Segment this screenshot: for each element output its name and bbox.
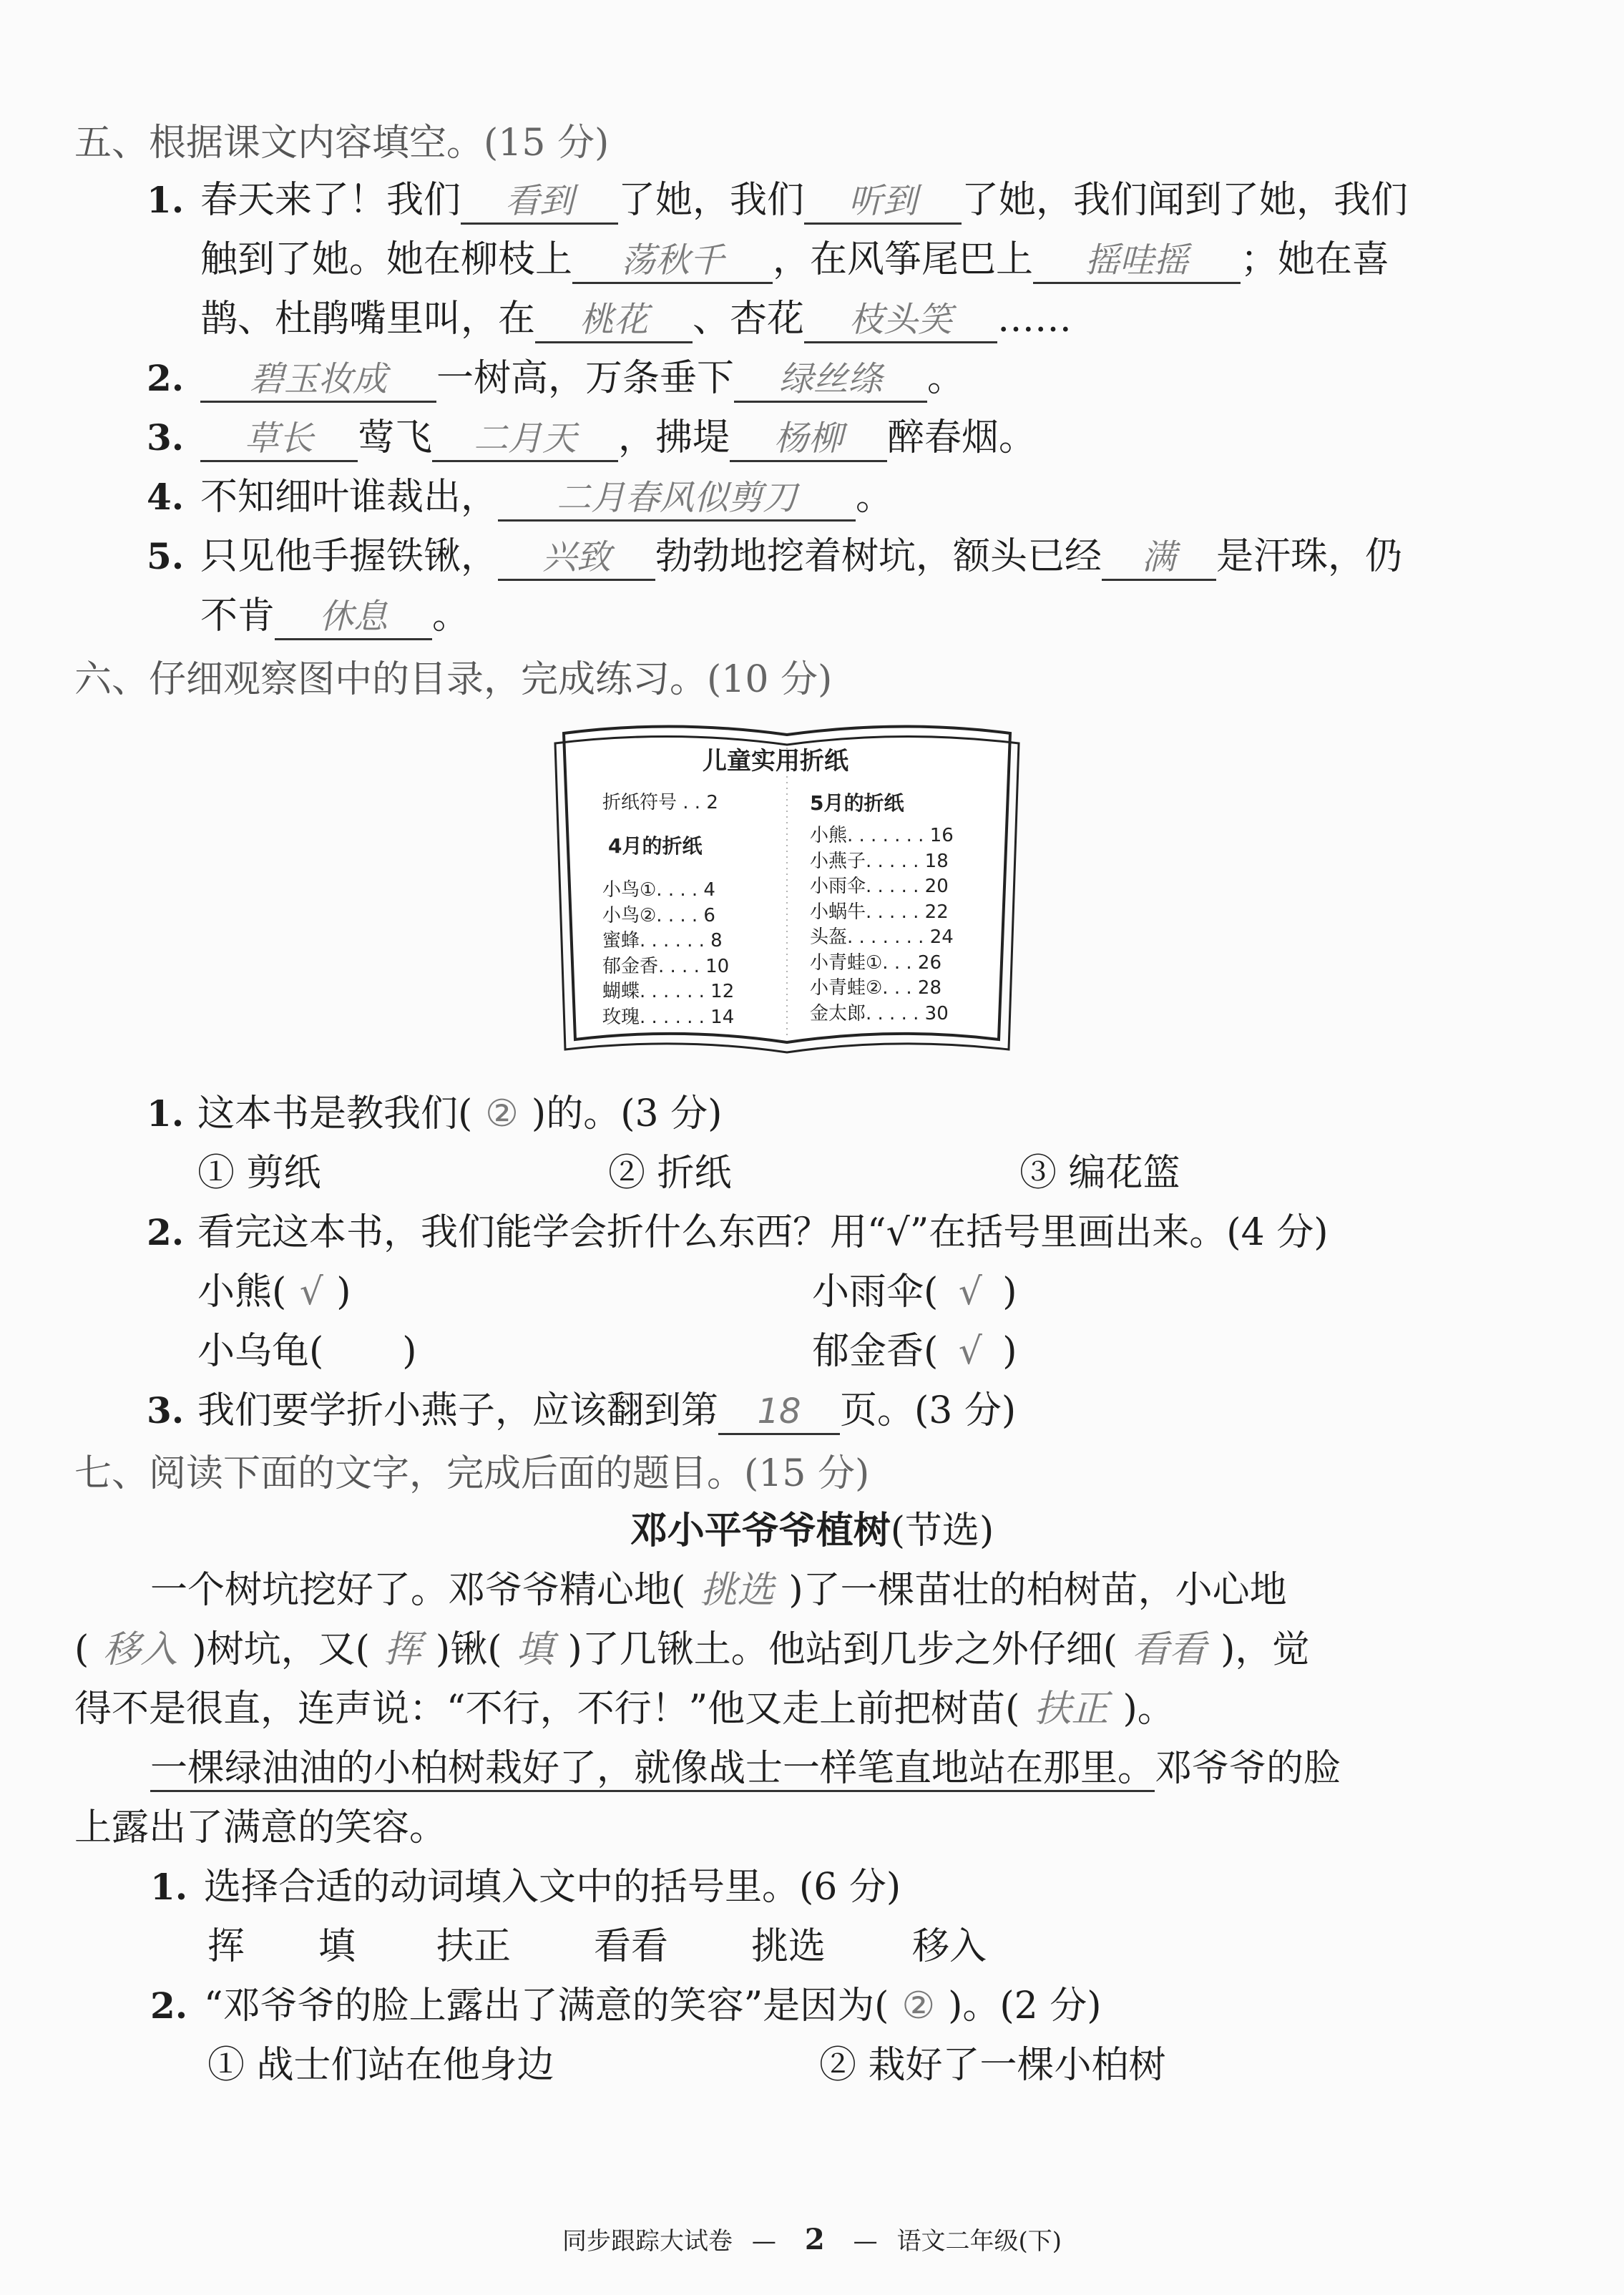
s6-q1-num: 1. xyxy=(147,1092,185,1135)
section-5-title: 五、根据课文内容填空。(15 分) xyxy=(74,122,610,165)
toc-entry-symbols: 折纸符号 . . 2 xyxy=(602,792,718,813)
s6-q1-line: 这本书是教我们( ② )的。(3 分) xyxy=(197,1092,723,1135)
toc-entry: 蝴蝶. . . . . . 12 xyxy=(602,981,735,1002)
s5-q4-line: 不知细叶谁裁出， 二月春风似剪刀 。 xyxy=(200,472,893,522)
word-option: 挥 xyxy=(207,1925,245,1968)
toc-heading-april: 4月的折纸 xyxy=(608,834,703,858)
page-number: 2 xyxy=(804,2223,825,2256)
answer: 挑选 xyxy=(700,1569,775,1612)
answer: 填 xyxy=(516,1628,554,1671)
answer-blank: 碧玉妆成 xyxy=(200,358,436,403)
answer-blank: 18 xyxy=(718,1390,840,1435)
toc-entry: 蜜蜂. . . . . . 8 xyxy=(602,930,723,951)
answer-blank: 枝头笑 xyxy=(804,298,997,343)
answer-blank: 草长 xyxy=(200,417,358,462)
underlined-sentence: 一棵绿油油的小柏树栽好了，就像战士一样笔直地站在那里。 xyxy=(150,1747,1155,1792)
toc-right-list xyxy=(810,823,954,1027)
s7-q1-text: 选择合适的动词填入文中的括号里。(6 分) xyxy=(204,1866,901,1909)
answer: 移入 xyxy=(103,1628,178,1671)
toc-entry: 小鸟①. . . . 4 xyxy=(602,879,715,901)
answer-blank: 看到 xyxy=(461,180,618,225)
s5-q3-num: 3. xyxy=(147,416,185,459)
booklet-illustration xyxy=(551,719,1023,1055)
check-mark: √ xyxy=(958,1330,982,1373)
toc-entry: 头盔. . . . . . . 24 xyxy=(810,926,954,948)
toc-entry: 郁金香. . . . 10 xyxy=(602,955,730,977)
page-footer: 同步跟踪大试卷 — 2 — 语文二年级(下) xyxy=(562,2223,1062,2256)
toc-entry: 小雨伞. . . . . 20 xyxy=(810,876,949,897)
s5-q2-num: 2. xyxy=(147,357,185,399)
s7-q2-num: 2. xyxy=(150,1985,188,2027)
word-option: 扶正 xyxy=(436,1925,512,1968)
section-6-title: 六、仔细观察图中的目录，完成练习。(10 分) xyxy=(74,658,833,701)
answer-blank: 满 xyxy=(1102,536,1216,581)
answer-blank: 听到 xyxy=(804,180,962,225)
word-option: 移入 xyxy=(912,1925,987,1968)
s5-q1-line1: 春天来了！我们 看到 了她，我们 听到 了她，我们闻到了她，我们 xyxy=(200,175,1408,225)
s6-q1-option-1: ① 剪纸 xyxy=(197,1152,321,1195)
s6-q2-item-1: 小熊( √ ) xyxy=(197,1267,351,1317)
toc-entry: 小蜗牛. . . . . 22 xyxy=(810,901,949,923)
s5-q1-line2: 触到了她。她在柳枝上 荡秋千 ，在风筝尾巴上 摇哇摇 ；她在喜 xyxy=(200,235,1389,285)
answer-blank: 二月天 xyxy=(432,417,618,462)
answer-blank: 二月春风似剪刀 xyxy=(498,476,856,522)
passage-line-1: 一个树坑挖好了。邓爷爷精心地( 挑选 )了一棵苗壮的柏树苗，小心地 xyxy=(150,1569,1287,1612)
toc-entry: 小燕子. . . . . 18 xyxy=(810,850,949,872)
answer-blank: 休息 xyxy=(275,595,432,640)
s5-q4-num: 4. xyxy=(147,476,185,518)
s7-q2-option-2: ② 栽好了一棵小柏树 xyxy=(819,2044,1166,2087)
toc-heading-may: 5月的折纸 xyxy=(810,791,904,815)
answer: ② xyxy=(901,1985,936,2027)
answer: 挥 xyxy=(383,1628,421,1671)
s7-q1-word-bank xyxy=(207,1922,987,1972)
toc-left-list xyxy=(602,878,734,1030)
toc-entry: 小鸟②. . . . 6 xyxy=(602,904,715,926)
s5-q5-line1: 只见他手握铁锹， 兴致 勃勃地挖着树坑，额头已经 满 是汗珠，仍 xyxy=(200,532,1402,582)
s5-q5-num: 5. xyxy=(147,535,185,577)
answer-blank: 杨柳 xyxy=(730,417,887,462)
toc-entry: 金太郎. . . . . 30 xyxy=(810,1002,949,1024)
check-mark: √ xyxy=(958,1271,982,1313)
s6-q1-option-2: ② 折纸 xyxy=(608,1152,732,1195)
s6-q2-num: 2. xyxy=(147,1211,185,1253)
s5-q1-num: 1. xyxy=(147,179,185,221)
booklet-title: 儿童实用折纸 xyxy=(703,747,848,775)
passage-line-2: ( 移入 )树坑，又( 挥 )锹( 填 )了几锹土。他站到几步之外仔细( 看看 )，觉 xyxy=(74,1628,1310,1671)
toc-entry: 小青蛙②. . . 28 xyxy=(810,977,941,999)
toc-entry: 小熊. . . . . . . 16 xyxy=(810,825,954,846)
passage-title: 邓小平爷爷植树(节选) xyxy=(630,1509,994,1552)
s6-q2-item-2: 小雨伞( √ ) xyxy=(812,1267,1017,1317)
answer-blank: 摇哇摇 xyxy=(1033,239,1241,284)
passage-line-4: 一棵绿油油的小柏树栽好了，就像战士一样笔直地站在那里。邓爷爷的脸 xyxy=(150,1743,1341,1794)
answer: 扶正 xyxy=(1034,1688,1109,1731)
section-7-title: 七、阅读下面的文字，完成后面的题目。(15 分) xyxy=(74,1452,870,1495)
toc-entry: 小青蛙①. . . 26 xyxy=(810,951,941,974)
s6-q2-text: 看完这本书，我们能学会折什么东西？用“√”在括号里画出来。(4 分) xyxy=(197,1211,1329,1254)
toc-entry: 玫瑰. . . . . . 14 xyxy=(602,1006,735,1028)
answer-blank: 桃花 xyxy=(535,298,693,343)
s7-q1-num: 1. xyxy=(150,1866,188,1908)
answer-blank: 荡秋千 xyxy=(572,239,773,284)
answer: ② xyxy=(485,1092,519,1135)
passage-line-3: 得不是很直，连声说：“不行，不行！”他又走上前把树苗( 扶正 )。 xyxy=(74,1688,1175,1731)
s6-q3-num: 3. xyxy=(147,1389,185,1432)
s5-q3-line: 草长 莺飞 二月天 ，拂堤 杨柳 醉春烟。 xyxy=(200,413,1036,463)
word-option: 看看 xyxy=(594,1925,669,1968)
s6-q3-line: 我们要学折小燕子，应该翻到第 18 页。(3 分) xyxy=(197,1386,1016,1436)
word-option: 挑选 xyxy=(751,1925,826,1968)
answer-blank: 绿丝绦 xyxy=(734,358,927,403)
s7-q2-option-1: ① 战士们站在他身边 xyxy=(207,2044,554,2087)
check-mark: √ xyxy=(299,1271,323,1313)
word-option: 填 xyxy=(318,1925,356,1968)
s6-q2-item-3: 小乌龟( ) xyxy=(197,1330,417,1373)
s5-q2-line: 碧玉妆成 一树高，万条垂下 绿丝绦 。 xyxy=(200,353,964,403)
s7-q2-line: “邓爷爷的脸上露出了满意的笑容”是因为( ② )。(2 分) xyxy=(204,1985,1102,2027)
passage-line-5: 上露出了满意的笑容。 xyxy=(74,1806,447,1849)
s6-q2-item-4: 郁金香( √ ) xyxy=(812,1326,1017,1376)
answer: 看看 xyxy=(1132,1628,1207,1671)
s5-q5-line2: 不肯 休息 。 xyxy=(200,591,469,641)
s6-q1-option-3: ③ 编花篮 xyxy=(1019,1152,1180,1195)
s5-q1-line3: 鹊、杜鹃嘴里叫，在 桃花 、杏花 枝头笑 …… xyxy=(200,294,1072,344)
answer-blank: 兴致 xyxy=(498,536,655,581)
